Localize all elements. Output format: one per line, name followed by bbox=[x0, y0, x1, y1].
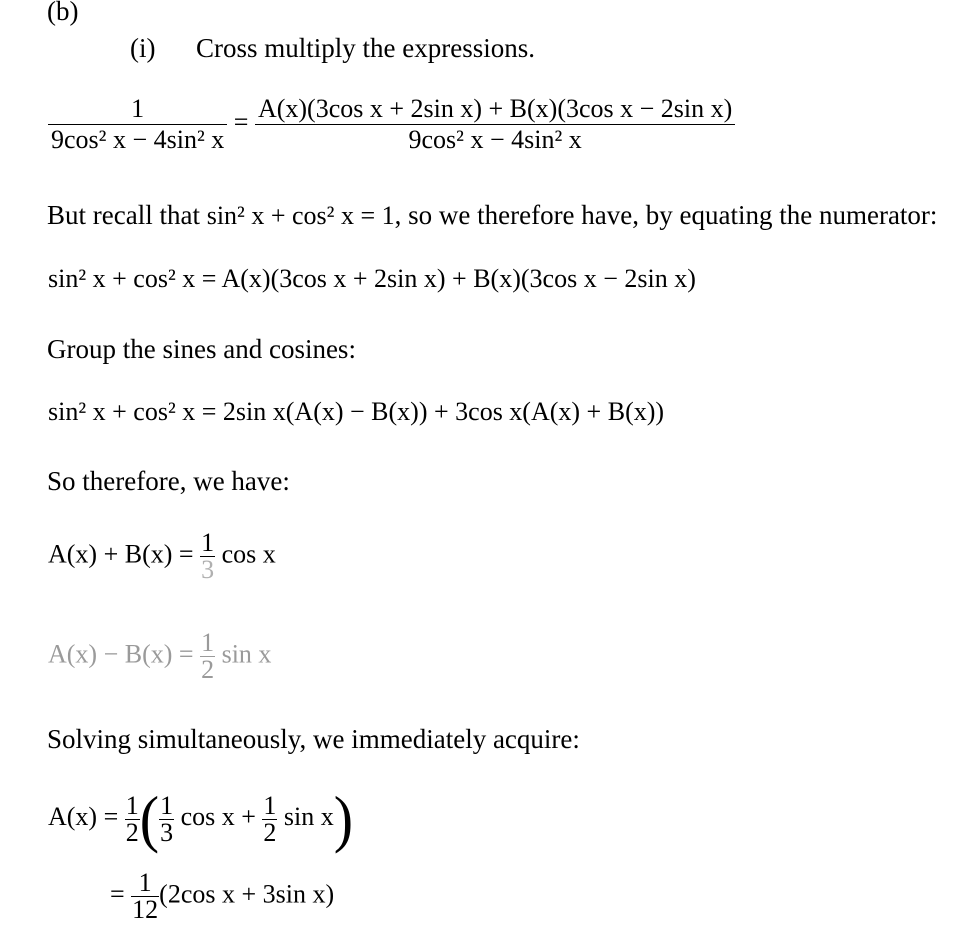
diff-rhs: sin x bbox=[221, 639, 272, 669]
outer-numerator: 1 bbox=[125, 790, 139, 820]
outer-fraction bbox=[125, 790, 140, 847]
inner-numerator-1: 1 bbox=[160, 790, 174, 820]
sum-denominator: 3 bbox=[201, 555, 215, 584]
simplified-equals: = bbox=[110, 879, 125, 909]
equation-numerators: sin² x + cos² x = A(x)(3cos x + 2sin x) + B(x)(3cos x − 2sin x) bbox=[48, 264, 696, 293]
trig-identity: sin² x + cos² x = 1 bbox=[206, 201, 395, 230]
diff-fraction bbox=[200, 630, 215, 683]
equation-solution-simplified bbox=[110, 870, 334, 923]
recall-text-a: But recall that bbox=[47, 200, 207, 230]
equation-grouped: sin² x + cos² x = 2sin x(A(x) − B(x)) + 3cos x(A(x) + B(x)) bbox=[48, 397, 665, 426]
lhs-denominator: 9cos² x − 4sin² x bbox=[51, 125, 225, 154]
instruction-text: Cross multiply the expressions. bbox=[196, 33, 535, 63]
equation-solution-a bbox=[48, 782, 354, 855]
inner-numerator-2: 1 bbox=[263, 790, 277, 820]
inner-fraction-2 bbox=[262, 790, 277, 847]
recall-paragraph bbox=[47, 199, 937, 232]
simplified-body: (2cos x + 3sin x) bbox=[159, 879, 335, 909]
close-paren: ) bbox=[333, 782, 354, 855]
rhs-numerator: A(x)(3cos x + 2sin x) + B(x)(3cos x − 2sin x) bbox=[255, 96, 735, 125]
diff-denominator: 2 bbox=[201, 655, 215, 684]
equation-sum bbox=[48, 530, 276, 583]
inner-denominator-1: 3 bbox=[160, 817, 174, 847]
equation-cross-multiply bbox=[48, 96, 735, 153]
simplified-denominator: 12 bbox=[132, 895, 159, 924]
therefore-paragraph: So therefore, we have: bbox=[47, 466, 290, 496]
recall-text-b: , so we therefore have, by equating the numerator: bbox=[394, 200, 938, 230]
lhs-numerator: 1 bbox=[48, 96, 227, 125]
outer-denominator: 2 bbox=[125, 817, 139, 847]
sum-numerator: 1 bbox=[201, 528, 215, 557]
rhs-denominator: 9cos² x − 4sin² x bbox=[408, 125, 582, 154]
solution-lhs: A(x) = bbox=[48, 801, 119, 831]
simplified-numerator: 1 bbox=[131, 870, 159, 897]
rhs-fraction bbox=[255, 96, 735, 153]
lhs-fraction bbox=[48, 96, 227, 153]
sum-rhs: cos x bbox=[221, 539, 276, 569]
inner-denominator-2: 2 bbox=[263, 817, 277, 847]
inner-fraction-1 bbox=[159, 790, 174, 847]
term-sin: sin x bbox=[283, 801, 334, 831]
solving-paragraph: Solving simultaneously, we immediately acquire: bbox=[47, 724, 580, 754]
diff-numerator: 1 bbox=[201, 628, 215, 657]
sum-fraction bbox=[200, 530, 215, 583]
equals-sign: = bbox=[233, 107, 249, 137]
part-label: (b) bbox=[47, 0, 79, 26]
subpart-label: (i) bbox=[130, 33, 156, 63]
diff-lhs: A(x) − B(x) = bbox=[48, 639, 194, 669]
group-paragraph: Group the sines and cosines: bbox=[47, 334, 356, 364]
open-paren: ( bbox=[139, 782, 160, 855]
equation-difference bbox=[48, 630, 271, 683]
simplified-fraction bbox=[131, 870, 159, 923]
sum-lhs: A(x) + B(x) = bbox=[48, 539, 194, 569]
term-cos: cos x + bbox=[180, 801, 256, 831]
